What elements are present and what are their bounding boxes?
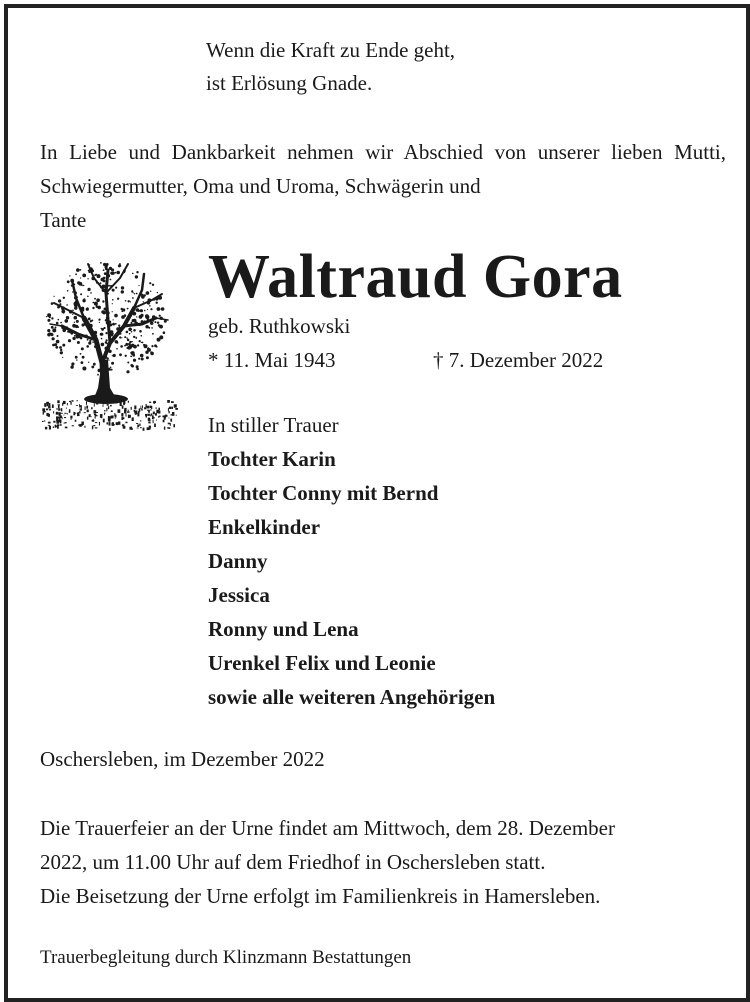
intro-text	[40, 135, 726, 237]
intro-main: In Liebe und Dankbarkeit nehmen wir Abschied von unserer lieben Mutti, Schwiegermutter, Oma und Uroma, Schwägerin und	[40, 140, 726, 198]
funeral-home: Trauerbegleitung durch Klinzmann Bestattungen	[40, 947, 412, 968]
mourners-heading: In stiller Trauer	[208, 413, 339, 437]
mourners-list	[208, 408, 495, 714]
death-date: † 7. Dezember 2022	[433, 348, 604, 372]
mourner-item: Tochter Conny mit Bernd	[208, 481, 439, 505]
service-line-3: Die Beisetzung der Urne erfolgt im Familienkreis in Hamersleben.	[40, 884, 601, 908]
deceased-name: Waltraud Gora	[208, 243, 623, 311]
obituary-frame	[4, 4, 750, 1002]
motto	[206, 34, 455, 100]
mourner-item: Danny	[208, 549, 268, 573]
mourner-item: sowie alle weiteren Angehörigen	[208, 685, 496, 709]
service-line-1: Die Trauerfeier an der Urne findet am Mittwoch, dem 28. Dezember	[40, 816, 615, 840]
motto-line-1: Wenn die Kraft zu Ende geht,	[206, 38, 456, 62]
service-info	[40, 811, 730, 913]
mourner-item: Jessica	[208, 583, 270, 607]
service-line-2: 2022, um 11.00 Uhr auf dem Friedhof in Oschersleben statt.	[40, 850, 546, 874]
intro-last: Tante	[40, 208, 87, 232]
mourner-item: Urenkel Felix und Leonie	[208, 651, 436, 675]
mourner-item: Tochter Karin	[208, 447, 336, 471]
motto-line-2: ist Erlösung Gnade.	[206, 71, 373, 95]
mourner-item: Ronny und Lena	[208, 617, 359, 641]
maiden-name: geb. Ruthkowski	[208, 314, 351, 338]
tree-icon	[38, 248, 178, 433]
birth-date: * 11. Mai 1943	[208, 348, 336, 372]
mourner-item: Enkelkinder	[208, 515, 321, 539]
place-date: Oschersleben, im Dezember 2022	[40, 747, 325, 771]
